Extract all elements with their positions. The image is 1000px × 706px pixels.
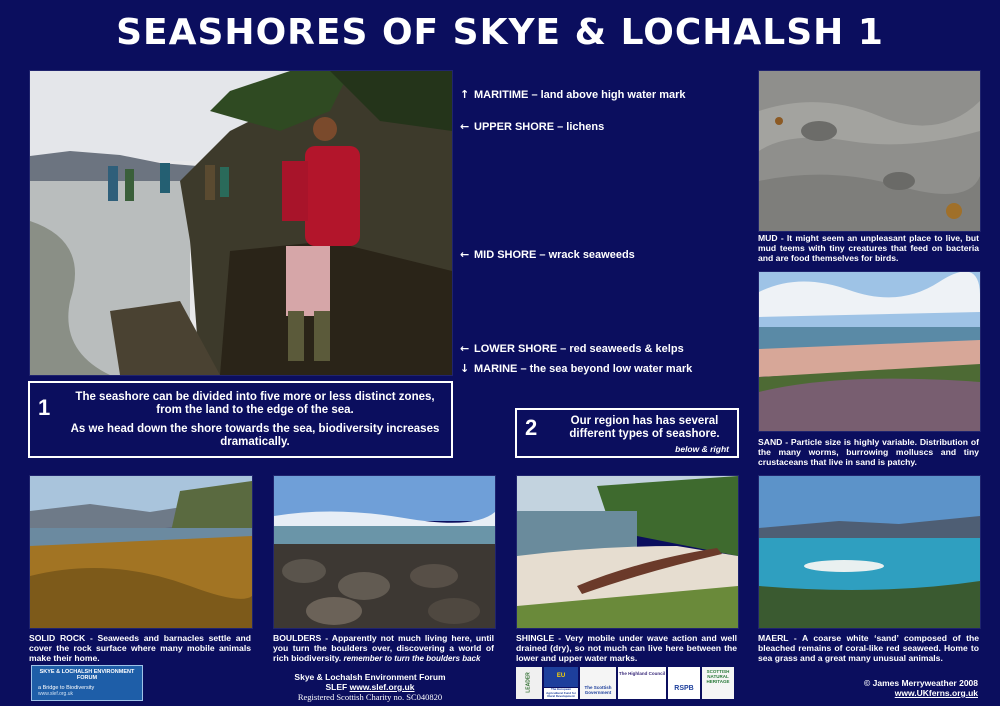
org-url-link[interactable]: www.slef.org.uk (349, 682, 415, 692)
caption-head: MAERL (758, 633, 789, 643)
box2-text: Our region has has several different types of seashore. (569, 415, 720, 440)
zone-marine (460, 362, 692, 375)
zone-label: UPPER SHORE – lichens (474, 121, 605, 133)
slef-logo-url: www.slef.org.uk (38, 691, 74, 697)
solid-rock-photo (29, 475, 253, 629)
caption-head: SHINGLE (516, 633, 555, 643)
mud-photo (758, 70, 981, 232)
slef-logo[interactable] (31, 665, 143, 701)
caption-head: MUD (758, 233, 778, 243)
snh-logo: SCOTTISH NATURAL HERITAGE (702, 667, 734, 699)
copyright-block (770, 678, 978, 698)
shingle-photo (516, 475, 739, 629)
zone-maritime (460, 88, 686, 101)
caption-text: - It might seem an unpleasant place to live, but mud teems with tiny creatures that feed on bacteria and are food themselves for birds. (758, 233, 979, 264)
info-box-2 (515, 408, 739, 458)
maerl-caption (758, 633, 979, 664)
mud-caption (758, 233, 979, 264)
ukferns-link[interactable]: www.UKferns.org.uk (894, 688, 978, 698)
box-number: 2 (525, 415, 538, 440)
sand-caption (758, 437, 979, 468)
caption-text: - A coarse white ‘sand’ composed of the bleached remains of coral-like red seaweed. Home to sea grass and a great many unusual animals. (758, 633, 979, 664)
caption-head: SAND (758, 437, 783, 447)
solid-rock-caption (29, 633, 251, 664)
arrow-down-icon: ↓ (460, 362, 470, 375)
maerl-photo (758, 475, 981, 629)
arrow-left-icon: ← (460, 120, 470, 133)
leader-logo: LEADER (516, 667, 542, 699)
zone-label: LOWER SHORE – red seaweeds & kelps (474, 343, 684, 355)
org-block (255, 672, 485, 702)
page-title: SEASHORES OF SKYE & LOCHALSH 1 (116, 12, 884, 53)
box1-text-2: As we head down the shore towards the sea, biodiversity increases dramatically. (70, 423, 440, 448)
slef-logo-tag: a Bridge to Biodiversity (38, 685, 95, 691)
zone-mid-shore (460, 248, 635, 261)
boulders-photo (273, 475, 496, 629)
arrow-left-icon: ← (460, 248, 470, 261)
caption-text: - Very mobile under wave action and well drained (dry), so not much can live here between the lower and upper water marks. (516, 633, 737, 664)
caption-note: remember to turn the boulders back (343, 654, 481, 664)
caption-text: - Particle size is highly variable. Distribution of the many worms, burrowing molluscs and tiny crustaceans that live in sand is patchy. (758, 437, 979, 468)
box-number: 1 (38, 395, 51, 420)
copyright-text: © James Merryweather 2008 (864, 678, 978, 688)
caption-head: SOLID ROCK (29, 633, 86, 643)
zone-lower-shore (460, 342, 684, 355)
main-shore-photo (29, 70, 453, 376)
box2-note: below & right (675, 444, 729, 454)
zone-label: MARITIME – land above high water mark (474, 89, 686, 101)
scottish-government-logo: The Scottish Government (580, 667, 616, 699)
org-short-url: SLEF www.slef.org.uk (325, 682, 415, 692)
arrow-up-icon: ↑ (460, 88, 470, 101)
arrow-left-icon: ← (460, 342, 470, 355)
funder-logos (516, 667, 734, 699)
zone-upper-shore (460, 120, 604, 133)
charity-number: Registered Scottish Charity no. SC040820 (297, 692, 443, 702)
zone-label: MID SHORE – wrack seaweeds (474, 249, 635, 261)
caption-head: BOULDERS (273, 633, 322, 643)
slef-logo-title: SKYE & LOCHALSH ENVIRONMENT FORUM (39, 669, 135, 681)
eafrd-logo: The European Agricultural Fund for Rural Development (544, 688, 578, 699)
highland-council-logo: The Highland Council (618, 667, 666, 699)
sand-photo (758, 271, 981, 432)
caption-text: - Seaweeds and barnacles settle and cover the rock surface where many mobile animals make their home. (29, 633, 251, 664)
rspb-logo: RSPB (668, 667, 700, 699)
info-box-1 (28, 381, 453, 458)
org-name: Skye & Lochalsh Environment Forum (294, 672, 446, 682)
boulders-caption (273, 633, 494, 665)
zone-label: MARINE – the sea beyond low water mark (474, 363, 693, 375)
eu-flag-logo: EU (544, 667, 578, 687)
shingle-caption (516, 633, 737, 664)
caption-text: - Apparently not much living here, until you turn the boulders over, discovering a world of rich biodiversity. (273, 633, 494, 664)
box1-text-1: The seashore can be divided into five more or less distinct zones, from the land to the edge of the sea. (75, 391, 435, 416)
